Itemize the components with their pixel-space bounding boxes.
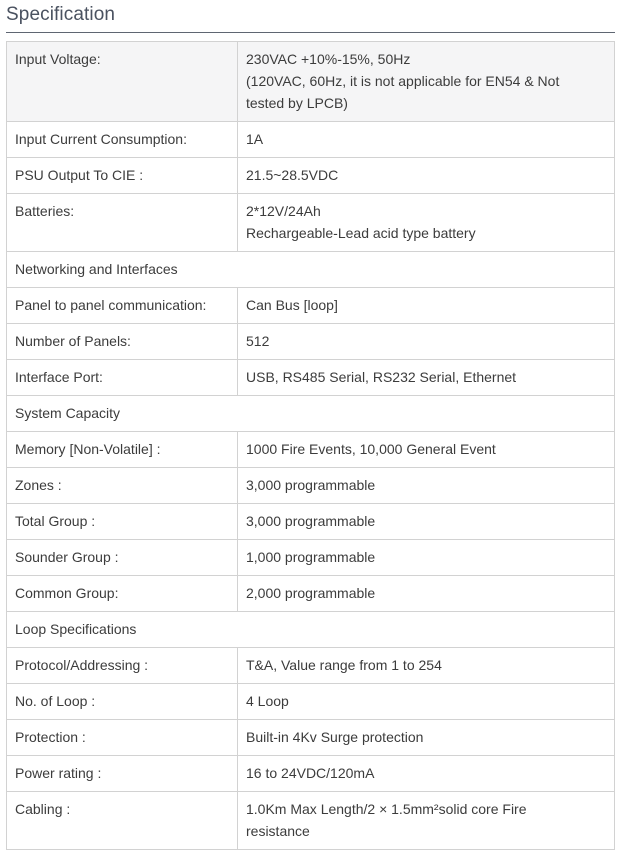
spec-value-line: tested by LPCB)	[246, 95, 348, 111]
spec-value	[238, 288, 615, 324]
spec-row	[7, 648, 615, 684]
spec-row	[7, 158, 615, 194]
spec-row	[7, 792, 615, 850]
spec-label: Total Group :	[7, 504, 238, 540]
spec-row	[7, 324, 615, 360]
spec-value-line: 4 Loop	[246, 693, 289, 709]
spec-value	[238, 468, 615, 504]
spec-label: Panel to panel communication:	[7, 288, 238, 324]
spec-label: Power rating :	[7, 756, 238, 792]
spec-value-line: 2,000 programmable	[246, 585, 376, 601]
section-heading: Loop Specifications	[7, 612, 615, 648]
spec-label: Memory [Non-Volatile] :	[7, 432, 238, 468]
spec-value	[238, 720, 615, 756]
spec-label: Common Group:	[7, 576, 238, 612]
spec-label: Input Current Consumption:	[7, 122, 238, 158]
spec-value-line: 16 to 24VDC/120mA	[246, 765, 375, 781]
specification-table-body	[7, 42, 615, 850]
spec-value-line: 2*12V/24Ah	[246, 203, 321, 219]
spec-value-line: T&A, Value range from 1 to 254	[246, 657, 442, 673]
spec-row	[7, 720, 615, 756]
spec-label: Cabling :	[7, 792, 238, 850]
spec-label: Protection :	[7, 720, 238, 756]
spec-value-line: Rechargeable-Lead acid type battery	[246, 225, 476, 241]
spec-value	[238, 540, 615, 576]
spec-value	[238, 42, 615, 122]
spec-value	[238, 122, 615, 158]
spec-value	[238, 756, 615, 792]
spec-value-line: (120VAC, 60Hz, it is not applicable for EN54 & Not	[246, 73, 560, 89]
spec-value	[238, 504, 615, 540]
spec-value-line: 3,000 programmable	[246, 477, 376, 493]
spec-value-line: Built-in 4Kv Surge protection	[246, 729, 424, 745]
spec-row	[7, 194, 615, 252]
spec-value-line: resistance	[246, 823, 310, 839]
spec-value-line: 512	[246, 333, 270, 349]
spec-value-line: 1.0Km Max Length/2 × 1.5mm²solid core Fire	[246, 801, 527, 817]
spec-value	[238, 792, 615, 850]
spec-label: PSU Output To CIE :	[7, 158, 238, 194]
spec-row	[7, 360, 615, 396]
section-header-row	[7, 396, 615, 432]
spec-value-line: 230VAC +10%-15%, 50Hz	[246, 51, 411, 67]
spec-label: Interface Port:	[7, 360, 238, 396]
spec-row	[7, 122, 615, 158]
spec-value-line: 1A	[246, 131, 264, 147]
title-divider	[6, 32, 615, 33]
spec-value-line: 1,000 programmable	[246, 549, 376, 565]
spec-value-line: 21.5~28.5VDC	[246, 167, 339, 183]
spec-value	[238, 324, 615, 360]
spec-row	[7, 42, 615, 122]
spec-label: Number of Panels:	[7, 324, 238, 360]
spec-value-line: 3,000 programmable	[246, 513, 376, 529]
section-header-row	[7, 252, 615, 288]
section-heading: Networking and Interfaces	[7, 252, 615, 288]
spec-label: Input Voltage:	[7, 42, 238, 122]
spec-value-line: Can Bus [loop]	[246, 297, 338, 313]
spec-row	[7, 288, 615, 324]
spec-value	[238, 194, 615, 252]
spec-value	[238, 648, 615, 684]
spec-value-line: USB, RS485 Serial, RS232 Serial, Ethernet	[246, 369, 517, 385]
spec-label: Zones :	[7, 468, 238, 504]
spec-value	[238, 432, 615, 468]
section-header-row	[7, 612, 615, 648]
spec-row	[7, 576, 615, 612]
spec-value	[238, 158, 615, 194]
spec-row	[7, 468, 615, 504]
spec-row	[7, 432, 615, 468]
specification-table	[6, 41, 615, 850]
spec-row	[7, 756, 615, 792]
spec-row	[7, 684, 615, 720]
section-heading: System Capacity	[7, 396, 615, 432]
page-title: Specification	[6, 4, 116, 25]
spec-value	[238, 684, 615, 720]
spec-label: Protocol/Addressing :	[7, 648, 238, 684]
spec-label: No. of Loop :	[7, 684, 238, 720]
spec-label: Batteries:	[7, 194, 238, 252]
spec-value	[238, 360, 615, 396]
spec-row	[7, 504, 615, 540]
spec-value-line: 1000 Fire Events, 10,000 General Event	[246, 441, 496, 457]
spec-row	[7, 540, 615, 576]
spec-value	[238, 576, 615, 612]
spec-label: Sounder Group :	[7, 540, 238, 576]
